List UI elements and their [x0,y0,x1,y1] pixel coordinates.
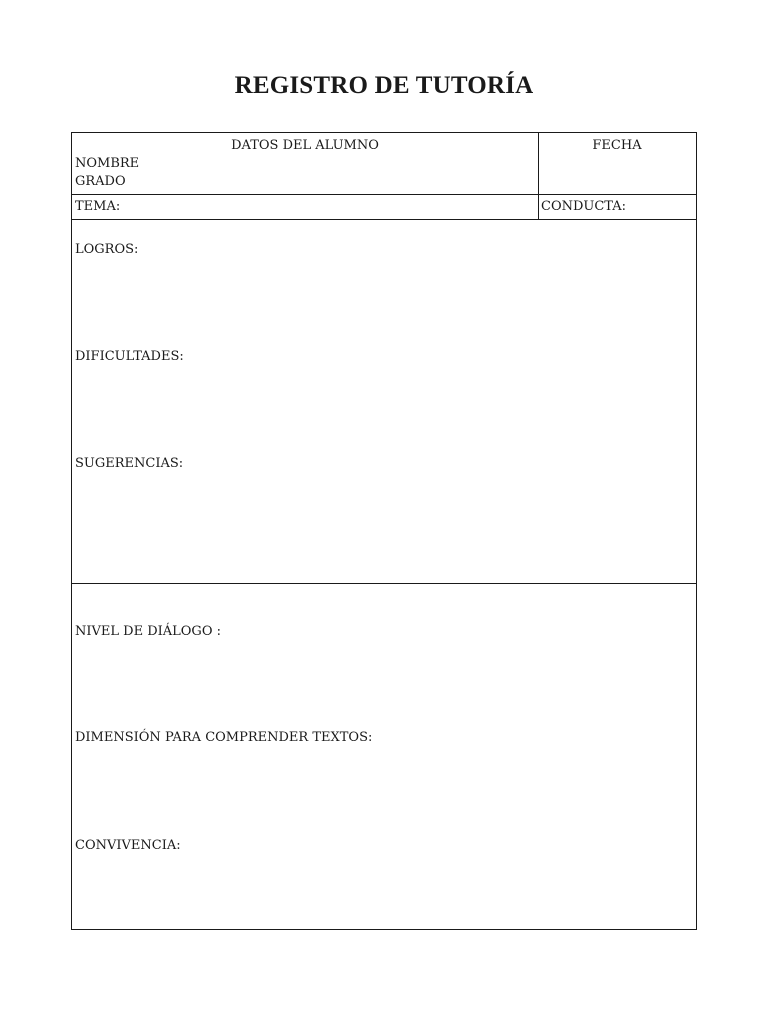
coexistence-label: CONVIVENCIA: [75,838,181,853]
row-divider-1 [72,194,696,195]
difficulties-label: DIFICULTADES: [75,349,184,364]
page-title: REGISTRO DE TUTORÍA [234,72,534,99]
topic-label: TEMA: [75,199,121,214]
achievements-label: LOGROS: [75,242,139,257]
text-comprehension-label: DIMENSIÓN PARA COMPRENDER TEXTOS: [75,730,373,745]
tutoring-form [71,132,697,930]
student-data-heading: DATOS DEL ALUMNO [231,138,379,153]
suggestions-label: SUGERENCIAS: [75,456,184,471]
column-divider [538,133,539,219]
row-divider-2 [72,219,696,220]
section-divider [72,583,696,584]
dialogue-level-label: NIVEL DE DIÁLOGO : [75,624,221,639]
grade-label: GRADO [75,174,126,189]
name-label: NOMBRE [75,156,140,171]
date-heading: FECHA [592,138,642,153]
conduct-label: CONDUCTA: [541,199,627,214]
